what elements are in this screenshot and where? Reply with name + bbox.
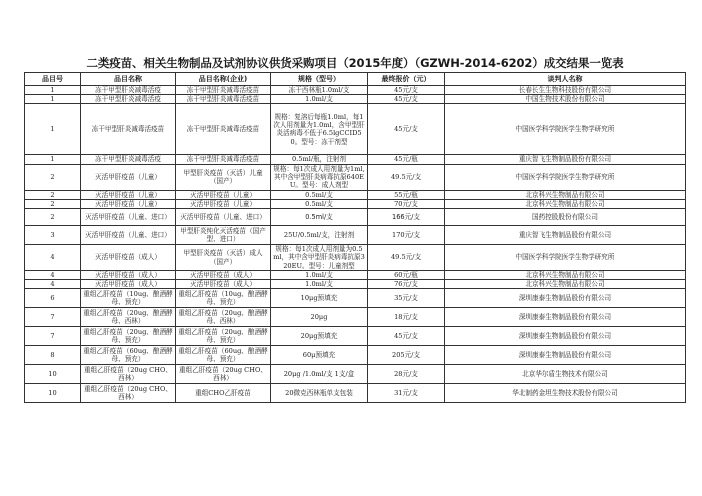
table-row bbox=[25, 346, 686, 365]
cell-vendor: 长春长生生物科技股份有限公司 bbox=[445, 86, 686, 95]
table-row bbox=[25, 308, 686, 327]
table-row bbox=[25, 289, 686, 308]
cell-final-price: 55元/瓶 bbox=[368, 190, 445, 199]
cell-vendor: 华北制药金坦生物技术股份有限公司 bbox=[445, 384, 686, 403]
cell-vendor: 重庆智飞生物制品股份有限公司 bbox=[445, 155, 686, 164]
cell-item-name: 重组乙肝疫苗（20ug CHO、西林） bbox=[81, 384, 176, 403]
cell-vendor: 中国医学科学院医学生物学研究所 bbox=[445, 104, 686, 155]
cell-spec: 1.0ml/支 bbox=[271, 271, 368, 280]
cell-final-price: 35元/支 bbox=[368, 289, 445, 308]
cell-item-name: 灭活甲肝疫苗（成人） bbox=[81, 271, 176, 280]
cell-final-price: 45元/支 bbox=[368, 86, 445, 95]
cell-item-no: 1 bbox=[25, 86, 81, 95]
cell-spec: 规格：复溶后每瓶1.0ml，每1次人用剂量为1.0ml，含甲型肝炎活病毒不低于6.5lgCCID50。型号：冻干剂型 bbox=[271, 104, 368, 155]
table-row bbox=[25, 104, 686, 155]
cell-item-name: 冻干甲型肝炎减毒活疫 bbox=[81, 86, 176, 95]
header-spec: 规格（型号） bbox=[271, 73, 368, 86]
cell-item-no: 4 bbox=[25, 280, 81, 289]
table-body bbox=[25, 86, 686, 403]
table-row bbox=[25, 95, 686, 104]
cell-item-no: 2 bbox=[25, 209, 81, 226]
cell-item-name: 灭活甲肝疫苗（成人） bbox=[81, 280, 176, 289]
table-row bbox=[25, 164, 686, 190]
cell-item-no: 3 bbox=[25, 226, 81, 245]
cell-item-name-enterprise: 重组乙肝疫苗（10ug、酿酒酵母、预充） bbox=[176, 289, 271, 308]
cell-vendor: 北京华尔盾生物技术有限公司 bbox=[445, 365, 686, 384]
cell-item-name-enterprise: 冻干甲型肝炎减毒活疫苗 bbox=[176, 95, 271, 104]
cell-item-name-enterprise: 冻干甲型肝炎减毒活疫苗 bbox=[176, 86, 271, 95]
cell-vendor: 中国生物技术股份有限公司 bbox=[445, 95, 686, 104]
header-vendor: 谈判人名称 bbox=[445, 73, 686, 86]
cell-final-price: 205元/支 bbox=[368, 346, 445, 365]
cell-item-name-enterprise: 灭活甲肝疫苗（成人） bbox=[176, 271, 271, 280]
cell-item-name: 灭活甲肝疫苗（儿童、进口） bbox=[81, 226, 176, 245]
cell-vendor: 中国医学科学院医学生物学研究所 bbox=[445, 164, 686, 190]
cell-item-no: 1 bbox=[25, 155, 81, 164]
cell-item-name: 灭活甲肝疫苗（儿童） bbox=[81, 199, 176, 208]
cell-vendor: 深圳康泰生物制品股份有限公司 bbox=[445, 327, 686, 346]
cell-spec: 0.5ml/支 bbox=[271, 199, 368, 208]
cell-spec: 0.5ml/支 bbox=[271, 209, 368, 226]
cell-item-name-enterprise: 重组乙肝疫苗（20ug CHO、西林） bbox=[176, 365, 271, 384]
table-row bbox=[25, 226, 686, 245]
cell-spec: 1.0ml/支 bbox=[271, 280, 368, 289]
cell-spec: 60μ预填充 bbox=[271, 346, 368, 365]
cell-item-name: 重组乙肝疫苗（20ug CHO、西林） bbox=[81, 365, 176, 384]
cell-item-no: 4 bbox=[25, 271, 81, 280]
cell-item-no: 7 bbox=[25, 308, 81, 327]
cell-final-price: 170元/支 bbox=[368, 226, 445, 245]
cell-item-name-enterprise: 灭活甲肝疫苗（儿童） bbox=[176, 199, 271, 208]
cell-final-price: 49.5元/支 bbox=[368, 245, 445, 271]
table-row bbox=[25, 209, 686, 226]
cell-item-no: 6 bbox=[25, 289, 81, 308]
header-item-name-enterprise: 品目名称(企业) bbox=[176, 73, 271, 86]
cell-final-price: 45元/支 bbox=[368, 327, 445, 346]
table-row bbox=[25, 199, 686, 208]
cell-item-no: 1 bbox=[25, 95, 81, 104]
page-title: 二类疫苗、相关生物制品及试剂协议供货采购项目（2015年度）（GZWH-2014-6202）成交结果一览表 bbox=[86, 56, 624, 70]
cell-spec: 0.5ml/支 bbox=[271, 190, 368, 199]
cell-final-price: 166元/支 bbox=[368, 209, 445, 226]
cell-item-no: 2 bbox=[25, 190, 81, 199]
cell-spec: 20μg预填充 bbox=[271, 327, 368, 346]
cell-item-name-enterprise: 重组乙肝疫苗（20ug、酿酒酵母、预充） bbox=[176, 327, 271, 346]
cell-item-name: 重组乙肝疫苗（20ug、酿酒酵母、预充） bbox=[81, 327, 176, 346]
cell-item-no: 8 bbox=[25, 346, 81, 365]
cell-item-name: 冻干甲型肝炎减毒活疫 bbox=[81, 155, 176, 164]
cell-item-name: 灭活甲肝疫苗（儿童、进口） bbox=[81, 209, 176, 226]
cell-final-price: 70元/支 bbox=[368, 199, 445, 208]
cell-final-price: 18元/支 bbox=[368, 308, 445, 327]
cell-item-name-enterprise: 灭活甲肝疫苗（成人） bbox=[176, 280, 271, 289]
cell-spec: 10μg预填充 bbox=[271, 289, 368, 308]
cell-vendor: 重庆智飞生物制品股份有限公司 bbox=[445, 226, 686, 245]
table-row bbox=[25, 365, 686, 384]
cell-item-no: 2 bbox=[25, 164, 81, 190]
cell-item-name: 灭活甲肝疫苗（儿童） bbox=[81, 164, 176, 190]
cell-vendor: 中国医学科学院医学生物学研究所 bbox=[445, 245, 686, 271]
cell-final-price: 45元/支 bbox=[368, 95, 445, 104]
cell-item-name-enterprise: 冻干甲型肝炎减毒活疫苗 bbox=[176, 155, 271, 164]
table-row bbox=[25, 155, 686, 164]
cell-vendor: 深圳康泰生物制品股份有限公司 bbox=[445, 289, 686, 308]
table-row bbox=[25, 86, 686, 95]
header-final-price: 最终报价（元） bbox=[368, 73, 445, 86]
cell-vendor: 国药控股股份有限公司 bbox=[445, 209, 686, 226]
cell-item-name-enterprise: 灭活甲肝疫苗（儿童） bbox=[176, 190, 271, 199]
cell-final-price: 31元/支 bbox=[368, 384, 445, 403]
cell-spec: 0.5ml/瓶，注射剂 bbox=[271, 155, 368, 164]
table-row bbox=[25, 271, 686, 280]
cell-item-no: 7 bbox=[25, 327, 81, 346]
header-item-name: 品目名称 bbox=[81, 73, 176, 86]
cell-final-price: 76元/支 bbox=[368, 280, 445, 289]
cell-final-price: 49.5元/支 bbox=[368, 164, 445, 190]
table-row bbox=[25, 190, 686, 199]
cell-item-name: 重组乙肝疫苗（10ug、酿酒酵母、预充） bbox=[81, 289, 176, 308]
cell-item-no: 10 bbox=[25, 384, 81, 403]
cell-item-no: 10 bbox=[25, 365, 81, 384]
cell-vendor: 北京科兴生物制品有限公司 bbox=[445, 271, 686, 280]
table-row bbox=[25, 384, 686, 403]
table-row bbox=[25, 280, 686, 289]
cell-item-name-enterprise: 甲型肝炎纯化灭活疫苗（国产型、进口） bbox=[176, 226, 271, 245]
cell-item-name-enterprise: 灭活甲肝疫苗（儿童、进口） bbox=[176, 209, 271, 226]
cell-vendor: 北京科兴生物制品有限公司 bbox=[445, 280, 686, 289]
cell-item-name: 灭活甲肝疫苗（儿童） bbox=[81, 190, 176, 199]
cell-vendor: 北京科兴生物制品有限公司 bbox=[445, 190, 686, 199]
cell-item-name-enterprise: 甲型肝炎疫苗（灭活）成人（国产） bbox=[176, 245, 271, 271]
cell-item-name: 冻干甲型肝炎减毒活疫苗 bbox=[81, 104, 176, 155]
cell-vendor: 深圳康泰生物制品股份有限公司 bbox=[445, 346, 686, 365]
cell-vendor: 深圳康泰生物制品股份有限公司 bbox=[445, 308, 686, 327]
cell-item-no: 2 bbox=[25, 199, 81, 208]
cell-final-price: 60元/瓶 bbox=[368, 271, 445, 280]
cell-spec: 25U/0.5ml/支，注射剂 bbox=[271, 226, 368, 245]
table-row bbox=[25, 245, 686, 271]
cell-spec: 1.0ml/支 bbox=[271, 95, 368, 104]
cell-item-name-enterprise: 重组CHO乙肝疫苗 bbox=[176, 384, 271, 403]
cell-final-price: 45元/支 bbox=[368, 104, 445, 155]
cell-item-name-enterprise: 冻干甲型肝炎减毒活疫苗 bbox=[176, 104, 271, 155]
cell-item-name-enterprise: 重组乙肝疫苗（60ug、酿酒酵母、预充） bbox=[176, 346, 271, 365]
cell-spec: 20μg /1.0ml/支 1支/盒 bbox=[271, 365, 368, 384]
cell-final-price: 45元/瓶 bbox=[368, 155, 445, 164]
cell-item-no: 4 bbox=[25, 245, 81, 271]
table-header-row bbox=[25, 73, 686, 86]
cell-item-name: 灭活甲肝疫苗（成人） bbox=[81, 245, 176, 271]
cell-item-no: 1 bbox=[25, 104, 81, 155]
cell-spec: 规格：每1次成人用剂量为0.5ml，其中含甲型肝炎病毒抗原320EU。型号：儿童剂型 bbox=[271, 245, 368, 271]
cell-item-name: 重组乙肝疫苗（60ug、酿酒酵母、预充） bbox=[81, 346, 176, 365]
cell-vendor: 北京科兴生物制品有限公司 bbox=[445, 199, 686, 208]
cell-spec: 冻干西林瓶1.0ml/支 bbox=[271, 86, 368, 95]
cell-item-name: 重组乙肝疫苗（20ug、酿酒酵母、西林） bbox=[81, 308, 176, 327]
cell-item-name-enterprise: 甲型肝炎疫苗（灭活）儿童（国产） bbox=[176, 164, 271, 190]
table-row bbox=[25, 327, 686, 346]
cell-spec: 20μg bbox=[271, 308, 368, 327]
cell-final-price: 28元/支 bbox=[368, 365, 445, 384]
results-table bbox=[24, 72, 686, 403]
cell-spec: 规格：每1次成人用剂量为1ml,其中含甲型肝炎病毒抗原640EU。型号：成人剂型 bbox=[271, 164, 368, 190]
cell-item-name-enterprise: 重组乙肝疫苗（20ug、酿酒酵母、西林） bbox=[176, 308, 271, 327]
header-item-no: 品目号 bbox=[25, 73, 81, 86]
cell-spec: 20微克西林瓶单支包装 bbox=[271, 384, 368, 403]
cell-item-name: 冻干甲型肝炎减毒活疫 bbox=[81, 95, 176, 104]
